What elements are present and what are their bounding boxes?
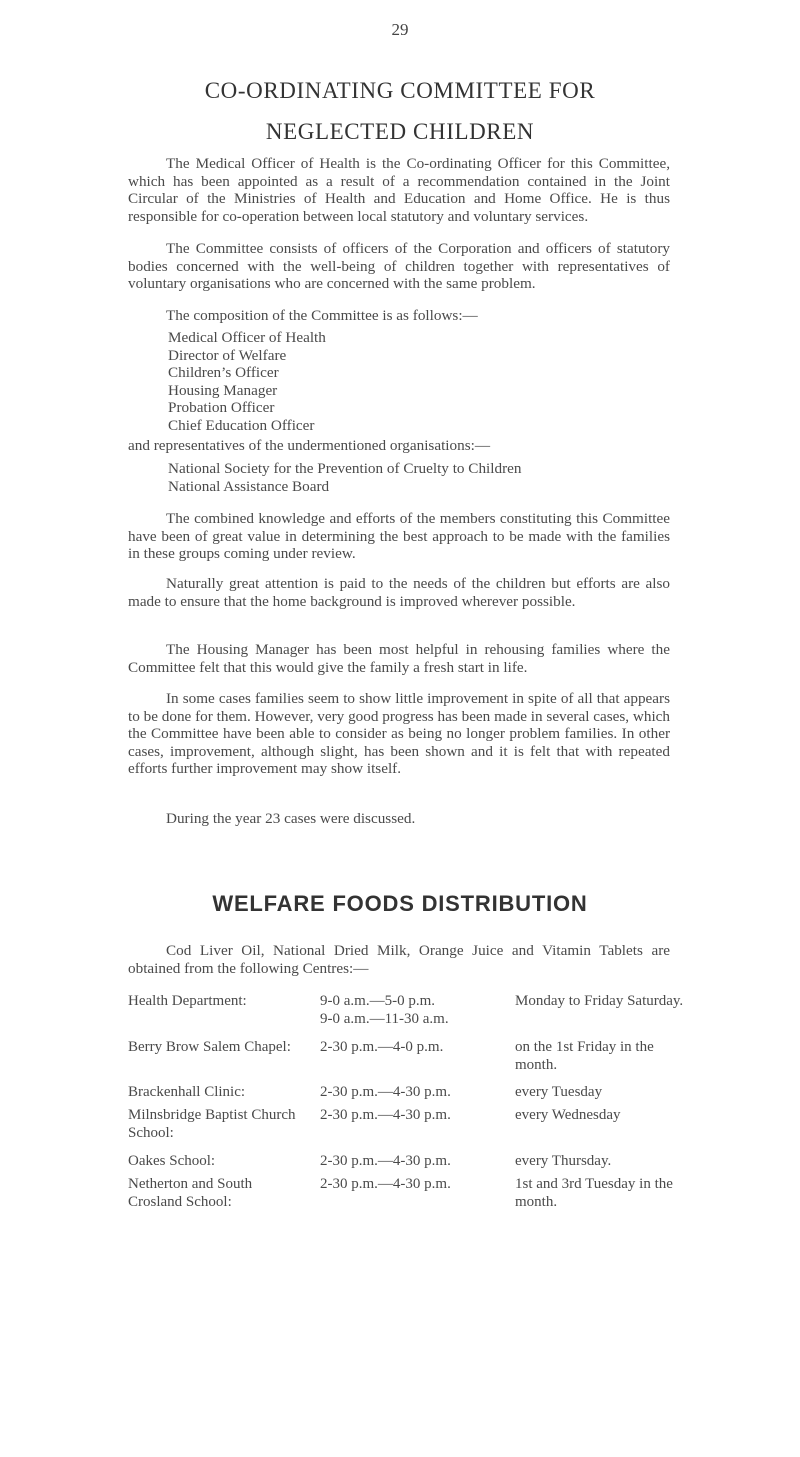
list-item: National Assistance Board (168, 477, 330, 495)
centre-times (320, 1084, 500, 1102)
list-item: Housing Manager (168, 381, 278, 399)
page-number: 29 (391, 20, 409, 39)
paragraph: The Housing Manager has been most helpful in rehousing families where the Committee felt that this would give the family a fresh start in life. (128, 641, 670, 676)
paragraph: During the year 23 cases were discussed. (166, 810, 416, 827)
paragraph: In some cases families seem to show little improvement in spite of all that appears to be done for them. However, very good progress has been made in several cases, which the Committee have been able to consider as being no longer problem families. In other cases, improvement, although slight, has been shown and it is felt that with repeated efforts further improvement may show itself. (128, 690, 670, 778)
centre-days: every Wednesday (515, 1107, 621, 1123)
time-range: 2-30 p.m.—4-0 p.m. (320, 1039, 444, 1055)
paragraph: Naturally great attention is paid to the needs of the children but efforts are also made to ensure that the home background is improved wherever possible. (128, 575, 670, 610)
list-item: Children’s Officer (168, 364, 279, 382)
centre-days: 1st and 3rd Tuesday in the month. (515, 1176, 673, 1210)
paragraph: The composition of the Committee is as follows:— (166, 307, 478, 324)
organisations-list (168, 460, 688, 495)
centre-times (320, 1176, 500, 1194)
section-title-line2: NEGLECTED CHILDREN (265, 119, 535, 144)
paragraph: Cod Liver Oil, National Dried Milk, Orange Juice and Vitamin Tablets are obtained from the following Centres:— (128, 942, 670, 977)
centre-name: Berry Brow Salem Chapel: (128, 1039, 291, 1055)
centre-days: every Thursday. (515, 1153, 612, 1169)
officers-list (168, 329, 688, 435)
list-item: Medical Officer of Health (168, 329, 326, 346)
time-range: 9-0 a.m.—5-0 p.m. (320, 993, 435, 1009)
centre-name: Oakes School: (128, 1153, 216, 1169)
centre-name: Health Department: (128, 993, 247, 1009)
centre-times (320, 993, 500, 1028)
centre-times (320, 1039, 500, 1057)
paragraph: The Medical Officer of Health is the Co-ordinating Officer for this Committee, which has been appointed as a result of a recommendation contained in the Joint Circular of the Ministries of Health and Education and Home Office. He is thus responsible for co-operation between local statutory and voluntary services. (128, 155, 670, 225)
centre-days: Monday to Friday Saturday. (515, 993, 684, 1009)
time-range: 2-30 p.m.—4-30 p.m. (320, 1153, 451, 1169)
list-item: Director of Welfare (168, 346, 287, 364)
centre-times (320, 1107, 500, 1125)
time-range: 2-30 p.m.—4-30 p.m. (320, 1084, 451, 1100)
list-item: Probation Officer (168, 399, 275, 417)
time-range: 2-30 p.m.—4-30 p.m. (320, 1107, 451, 1123)
centre-name: Netherton and South Crosland School: (128, 1176, 253, 1210)
centre-name: Brackenhall Clinic: (128, 1084, 246, 1100)
section-title-line1: CO-ORDINATING COMMITTEE FOR (204, 78, 596, 103)
section-title: WELFARE FOODS DISTRIBUTION (212, 891, 588, 916)
centre-days: on the 1st Friday in the month. (515, 1039, 654, 1073)
paragraph: The combined knowledge and efforts of the members constituting this Committee have been of great value in determining the best approach to be made with the families in these groups coming under review. (128, 510, 670, 563)
paragraph: The Committee consists of officers of the Corporation and officers of statutory bodies concerned with the well-being of children together with representatives of voluntary organisations who are concerned with the same problem. (128, 240, 670, 293)
time-range: 2-30 p.m.—4-30 p.m. (320, 1176, 451, 1192)
centre-name: Milnsbridge Baptist Church School: (128, 1107, 296, 1141)
organisations-intro: and representatives of the undermentioned organisations:— (128, 437, 491, 454)
centre-days: every Tuesday (515, 1084, 603, 1100)
list-item: National Society for the Prevention of Cruelty to Children (168, 460, 522, 477)
list-item: Chief Education Officer (168, 416, 315, 434)
time-range: 9-0 a.m.—11-30 a.m. (320, 1010, 449, 1027)
centre-times (320, 1153, 500, 1171)
